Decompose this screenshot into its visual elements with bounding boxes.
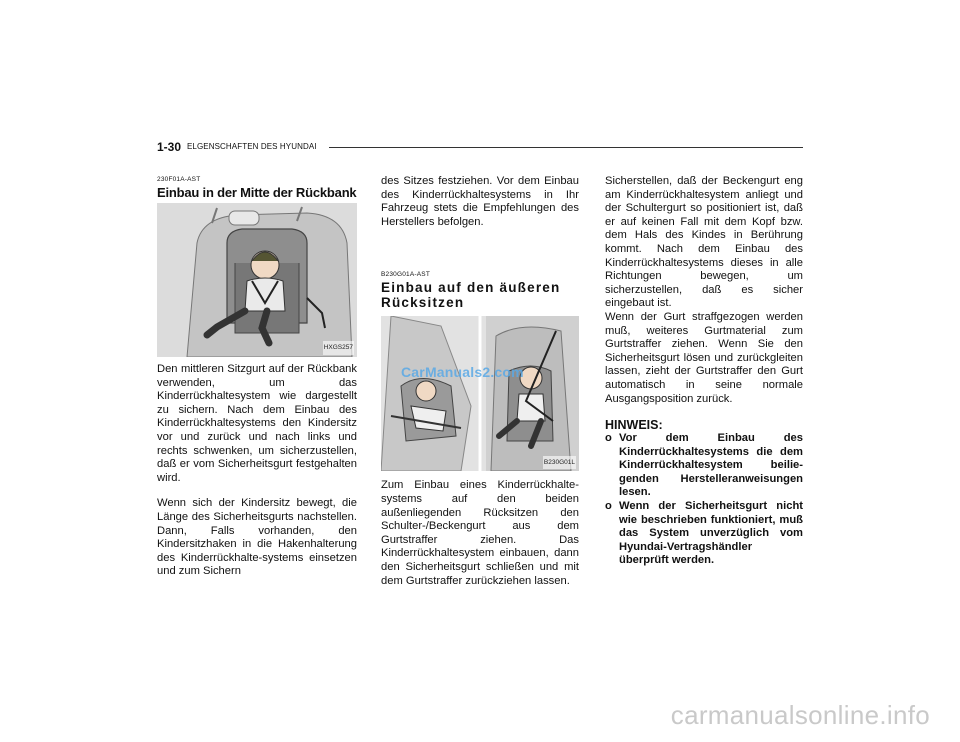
footer-watermark: carmanualsonline.info xyxy=(670,700,930,730)
paragraph: Wenn sich der Kindersitz bewegt, die Länge des Sicherheitsgurts nachstellen. Dann, Falls vorhanden, den Kindersitzhaken in die Hakenhalterung des Kinderrückhalte-systems einsetzen und zum Sichern xyxy=(157,497,357,578)
column-1 xyxy=(157,176,357,579)
figure-code: HXGS257 xyxy=(323,341,354,355)
child-seat-center-illustration xyxy=(157,203,357,357)
note-bullet: o xyxy=(605,432,612,445)
header-rule xyxy=(329,147,803,148)
paragraph: des Sitzes festziehen. Vor dem Einbau des Kinderrückhaltesystems in Ihr Fahrzeug stets die Empfehlungen des Herstellers befolgen. xyxy=(381,175,579,228)
paragraph: Zum Einbau eines Kinderrückhalte-systems auf den beiden außenliegenden Rücksitzen den Schulter-/Beckengurt aus dem Gurtstraffer ziehen. Das Kinderrückhaltesystem einbauen, dann den Sicherheitsgurt schließen und mit dem Gurtstraffer zurückziehen lassen. xyxy=(381,479,579,587)
note-text: Vor dem Einbau des Kinderrückhaltesystems die dem Kinderrückhaltesystem beilie-genden Herstelleranweisungen lesen. xyxy=(619,432,803,499)
paragraph: Wenn der Gurt straffgezogen werden muß, weiteres Gurtmaterial zum Gurtstraffer ziehen. Wenn Sie den Sicherheitsgurt lösen und zurückgleiten lassen, zieht der Gurtstraffer den Gurt automatisch in seine normale Ausgangsposition zurück. xyxy=(605,310,803,405)
child-seat-outer-illustration xyxy=(381,316,579,471)
column-2 xyxy=(381,175,579,588)
section-heading: Einbau in der Mitte der Rückbank xyxy=(157,185,357,200)
page-number: 1-30 xyxy=(157,140,182,154)
note-heading: HINWEIS: xyxy=(605,418,663,433)
section-code: 230F01A-AST xyxy=(157,176,201,183)
figure-outer-seats xyxy=(381,316,579,471)
note-item xyxy=(605,432,803,500)
note-item xyxy=(605,500,803,568)
page-header xyxy=(157,140,803,154)
watermark: CarManuals2.com xyxy=(401,364,524,381)
section-code: B230G01A-AST xyxy=(381,271,431,279)
paragraph: Sicherstellen, daß der Beckengurt eng am Kinderrückhaltesystem anliegt und der Schultergurt so positioniert ist, daß er auf keinen Fall mit dem Kopf bzw. dem Hals des Kindes in Berührung kommt. Nach dem Einbau des Kinderrückhaltesystems dieses in alle Richtungen bewegen, um sicherzustellen, daß es sicher eingebaut ist. xyxy=(605,175,803,310)
section-heading: Einbau auf den äußeren Rücksitzen xyxy=(381,280,561,311)
note-text: Wenn der Sicherheitsgurt nicht wie beschrieben funktioniert, muß das System unverzüglich vom Hyundai-Vertragshändler überprüft werden. xyxy=(619,500,803,567)
section-title: ELGENSCHAFTEN DES HYUNDAI xyxy=(187,142,317,151)
paragraph: Den mittleren Sitzgurt auf der Rückbank verwenden, um das Kinderrückhaltesystem wie dargestellt zu sichern. Nach dem Einbau des Kinderrückhaltesystems den Kindersitz vor und zurück und nach links und rechts schwenken, um sicherzustellen, daß er vom Sicherheitsgurt festgehalten wird. xyxy=(157,363,357,484)
figure-center-seat xyxy=(157,203,357,357)
note-bullet: o xyxy=(605,500,612,513)
figure-code: B230G01L xyxy=(543,456,576,470)
column-3 xyxy=(605,175,803,568)
